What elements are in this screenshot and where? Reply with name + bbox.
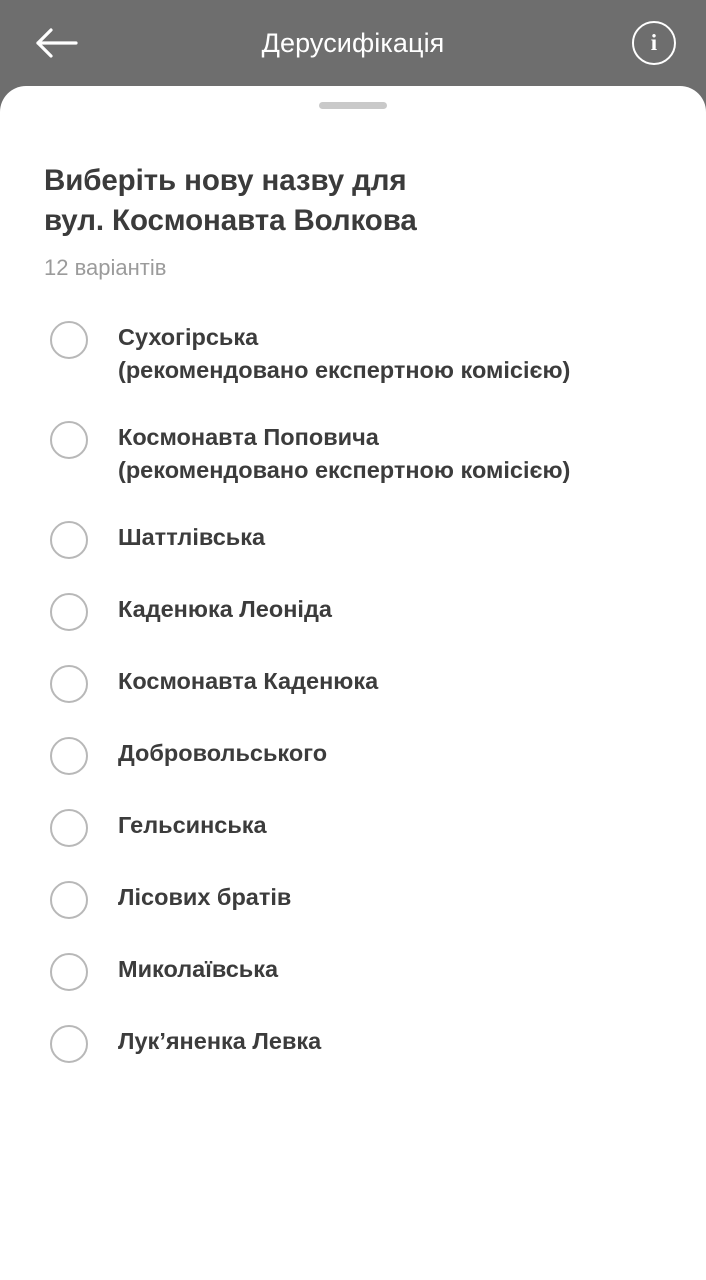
option-text [118,951,278,986]
question-heading [44,161,662,241]
question-line-2: вул. Космонавта Волкова [44,204,417,237]
option-text [118,519,265,554]
radio-button-icon[interactable] [50,1025,88,1063]
list-item[interactable] [44,403,662,503]
list-item[interactable] [44,647,662,719]
option-note: (рекомендовано експертною комісією) [118,357,571,383]
radio-button-icon[interactable] [50,421,88,459]
list-item[interactable] [44,575,662,647]
radio-button-icon[interactable] [50,665,88,703]
option-label: Добровольського [118,740,328,766]
option-text [118,1023,321,1058]
app-bar [0,0,706,86]
radio-button-icon[interactable] [50,953,88,991]
option-label: Лук’яненка Левка [118,1028,322,1054]
option-text [118,319,570,387]
bottom-sheet [0,86,706,1280]
arrow-left-icon [35,27,79,59]
radio-button-icon[interactable] [50,809,88,847]
list-item[interactable] [44,303,662,403]
list-item[interactable] [44,935,662,1007]
option-text [118,807,267,842]
sheet-grabber-area[interactable] [0,86,706,115]
list-item[interactable] [44,791,662,863]
list-item[interactable] [44,1007,662,1079]
options-count: 12 варіантів [44,255,167,280]
radio-button-icon[interactable] [50,737,88,775]
question-line-1: Виберіть нову назву для [44,164,407,197]
page-title: Дерусифікація [261,27,445,58]
options-list [44,303,662,1079]
option-text [118,879,291,914]
option-note: (рекомендовано експертною комісією) [118,457,571,483]
radio-button-icon[interactable] [50,521,88,559]
option-label: Шаттлівська [118,524,266,550]
option-text [118,735,327,770]
radio-button-icon[interactable] [50,593,88,631]
radio-button-icon[interactable] [50,881,88,919]
option-text [118,663,378,698]
option-label: Сухогірська [118,324,259,350]
drag-handle[interactable] [319,102,387,109]
info-icon[interactable]: i [632,21,676,65]
list-item[interactable] [44,503,662,575]
back-button[interactable] [30,16,84,70]
list-item[interactable] [44,719,662,791]
option-label: Космонавта Поповича [118,424,379,450]
radio-button-icon[interactable] [50,321,88,359]
option-label: Миколаївська [118,956,279,982]
option-text [118,419,570,487]
option-label: Космонавта Каденюка [118,668,379,694]
list-item[interactable] [44,863,662,935]
option-text [118,591,332,626]
sheet-content [0,115,706,1079]
option-label: Каденюка Леоніда [118,596,332,622]
option-label: Лісових братів [118,884,292,910]
option-label: Гельсинська [118,812,267,838]
